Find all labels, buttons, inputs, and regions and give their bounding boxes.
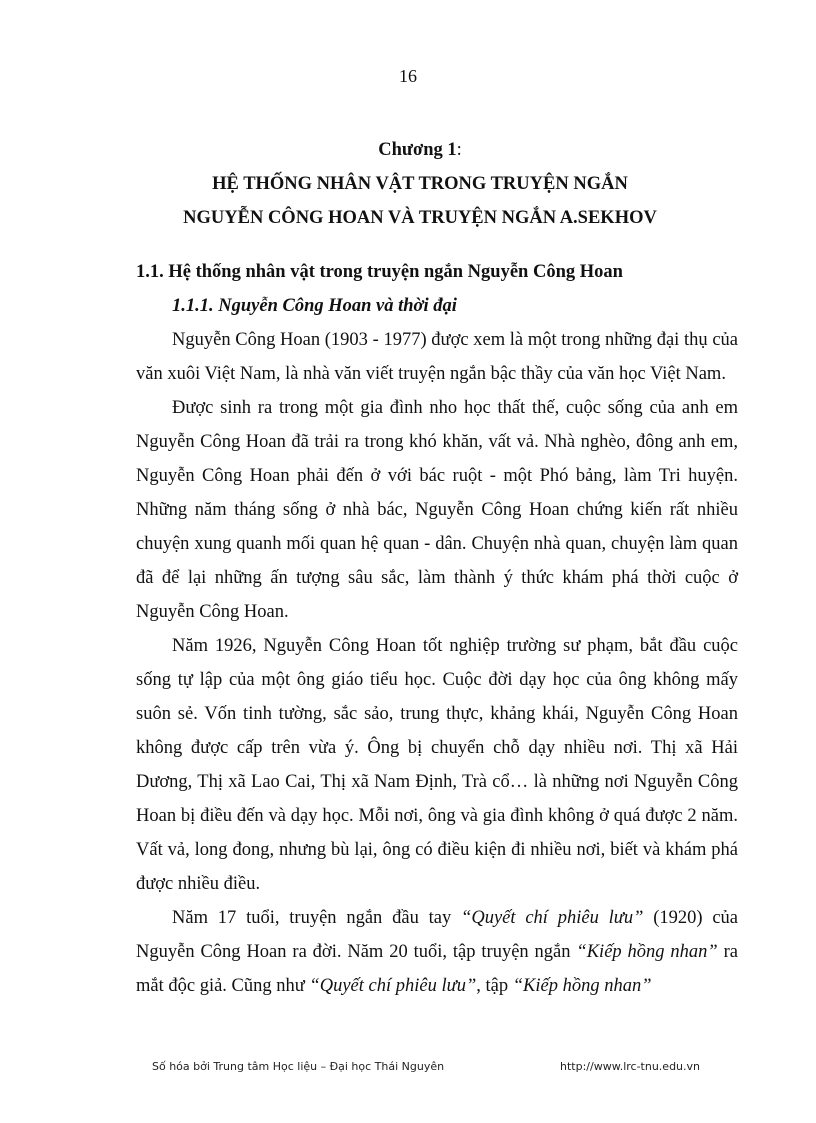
paragraph-1: Nguyễn Công Hoan (1903 - 1977) được xem là một trong những đại thụ của văn xuôi Việt Nam, là nhà văn viết truyện ngắn bậc thầy của văn học Việt Nam. (136, 330, 738, 384)
footer-credit: Số hóa bởi Trung tâm Học liệu – Đại học Thái Nguyên (152, 1060, 445, 1073)
subsection-heading: 1.1.1. Nguyễn Công Hoan và thời đại (172, 296, 457, 316)
chapter-heading (100, 133, 740, 235)
page-footer (152, 1060, 700, 1073)
page-number: 16 (399, 66, 417, 86)
work-title: “Kiếp hồng nhan” (576, 942, 718, 962)
work-title: “Kiếp hồng nhan” (512, 976, 652, 996)
main-content (136, 255, 738, 1003)
chapter-title-line-1: HỆ THỐNG NHÂN VẬT TRONG TRUYỆN NGẮN (212, 174, 628, 194)
footer-url: http://www.lrc-tnu.edu.vn (560, 1060, 700, 1073)
section-heading: 1.1. Hệ thống nhân vật trong truyện ngắn Nguyễn Công Hoan (136, 262, 623, 282)
work-title: “Quyết chí phiêu lưu” (309, 976, 477, 996)
work-title: “Quyết chí phiêu lưu” (461, 908, 644, 928)
paragraph-3: Năm 1926, Nguyễn Công Hoan tốt nghiệp trường sư phạm, bắt đầu cuộc sống tự lập của một ông giáo tiểu học. Cuộc đời dạy học của ông không mấy suôn sẻ. Vốn tinh tường, sắc sảo, trung thực, khảng khái, Nguyễn Công Hoan không được cấp trên vừa ý. Ông bị chuyển chỗ dạy nhiều nơi. Thị xã Hải Dương, Thị xã Lao Cai, Thị xã Nam Định, Trà cổ… là những nơi Nguyễn Công Hoan bị điều đến và dạy học. Mỗi nơi, ông và gia đình không ở quá được 2 năm. Vất vả, long đong, nhưng bù lại, ông có điều kiện đi nhiều nơi, biết và khám phá được nhiều điều. (136, 636, 738, 894)
paragraph-4: Năm 17 tuổi, truyện ngắn đầu tay “Quyết chí phiêu lưu” (1920) của Nguyễn Công Hoan ra đời. Năm 20 tuổi, tập truyện ngắn “Kiếp hồng nhan” ra mắt độc giả. Cũng như “Quyết chí phiêu lưu”, tập “Kiếp hồng nhan” (136, 908, 739, 996)
chapter-title-line-2: NGUYỄN CÔNG HOAN VÀ TRUYỆN NGẮN A.SEKHOV (183, 208, 657, 228)
chapter-label: Chương 1: (378, 140, 462, 160)
paragraph-2: Được sinh ra trong một gia đình nho học thất thế, cuộc sống của anh em Nguyễn Công Hoan đã trải ra trong khó khăn, vất vả. Nhà nghèo, đông anh em, Nguyễn Công Hoan phải đến ở với bác ruột - một Phó bảng, làm Tri huyện. Những năm tháng sống ở nhà bác, Nguyễn Công Hoan chứng kiến rất nhiều chuyện xung quanh mối quan hệ quan - dân. Chuyện nhà quan, chuyện làm quan đã để lại những ấn tượng sâu sắc, làm thành ý thức khám phá thời cuộc ở Nguyễn Công Hoan. (136, 398, 738, 622)
